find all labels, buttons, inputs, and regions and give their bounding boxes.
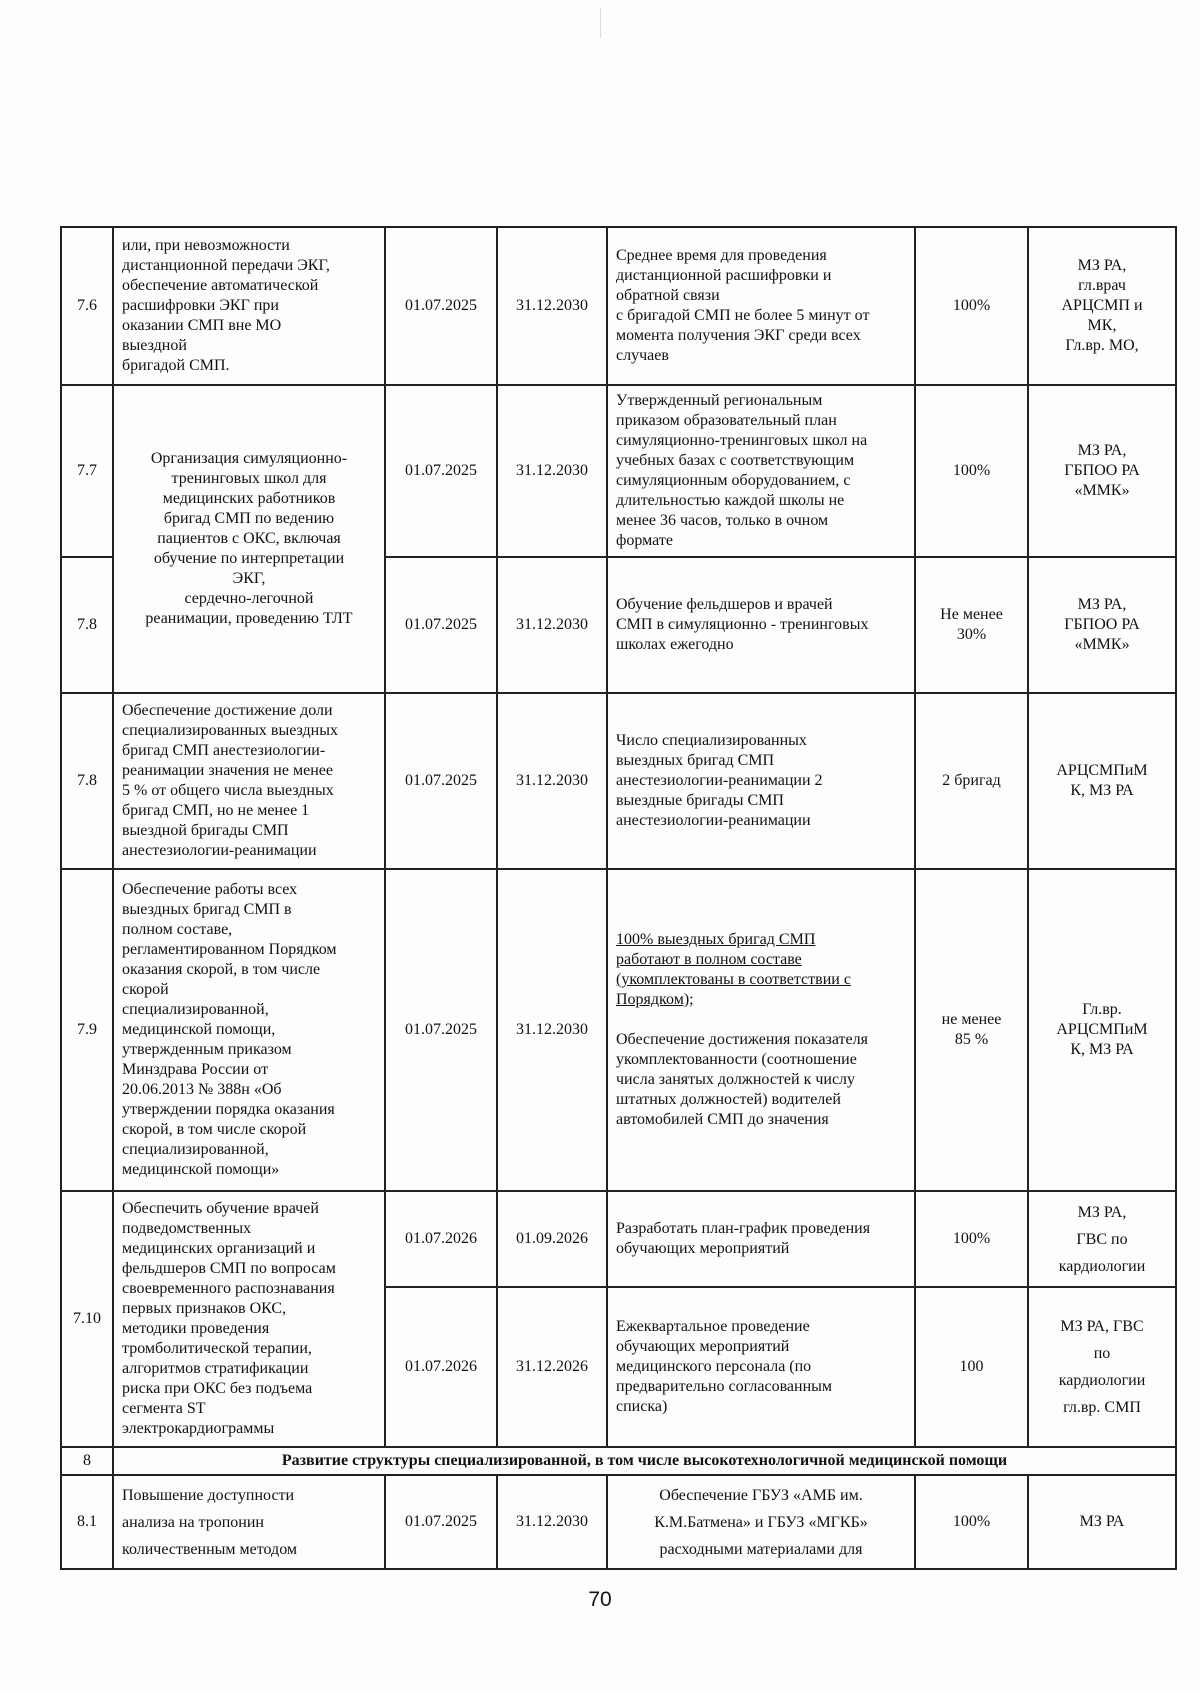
table-row xyxy=(61,1191,1176,1287)
indicator-underlined-text: 100% выездных бригад СМП работают в полном составе (укомплектованы в соответствии с Порядком); xyxy=(616,931,851,1008)
row-number: 8.1 xyxy=(61,1475,113,1569)
target-value: не менее 85 % xyxy=(915,869,1028,1191)
target-value: 100 xyxy=(915,1287,1028,1447)
table-row xyxy=(61,385,1176,557)
page-number: 70 xyxy=(588,1588,612,1611)
end-date: 31.12.2026 xyxy=(497,1287,607,1447)
row-number: 7.8 xyxy=(61,693,113,869)
responsible-cell: Гл.вр. АРЦСМПиМ К, МЗ РА xyxy=(1028,869,1176,1191)
activity-cell: или, при невозможности дистанционной передачи ЭКГ, обеспечение автоматической расшифровки ЭКГ при оказании СМП вне МО выездной бригадой СМП. xyxy=(113,227,385,385)
row-number: 7.10 xyxy=(61,1191,113,1447)
indicator-cell: Разработать план-график проведения обучающих мероприятий xyxy=(607,1191,915,1287)
row-number: 7.6 xyxy=(61,227,113,385)
indicator-cell xyxy=(607,869,915,1191)
scan-mark xyxy=(600,8,601,38)
section-number: 8 xyxy=(61,1447,113,1475)
responsible-cell: МЗ РА, гл.врач АРЦСМП и МК, Гл.вр. МО, xyxy=(1028,227,1176,385)
start-date: 01.07.2025 xyxy=(385,385,497,557)
responsible-cell: МЗ РА, ГВС по кардиологии xyxy=(1028,1191,1176,1287)
responsible-cell: МЗ РА, ГБПОО РА «ММК» xyxy=(1028,557,1176,693)
indicator-cell: Обеспечение ГБУЗ «АМБ им. К.М.Батмена» и ГБУЗ «МГКБ» расходными материалами для xyxy=(607,1475,915,1569)
indicator-text: Обеспечение достижения показателя укомплектованности (соотношение числа занятых должностей к числу штатных должностей) водителей автомобилей СМП до значения xyxy=(616,1031,868,1128)
start-date: 01.07.2025 xyxy=(385,1475,497,1569)
indicator-cell: Утвержденный региональным приказом образовательный план симуляционно-тренинговых школ на учебных базах с соответствующим симуляционным оборудованием, с длительностью каждой школы не менее 36 часов, только в очном формате xyxy=(607,385,915,557)
plan-table xyxy=(60,226,1177,1570)
indicator-cell: Обучение фельдшеров и врачей СМП в симуляционно - тренинговых школах ежегодно xyxy=(607,557,915,693)
activity-cell: Обеспечение достижение доли специализированных выездных бригад СМП анестезиологии- реанимации значения не менее 5 % от общего числа выездных бригад СМП, но не менее 1 выездной бригады СМП анестезиологии-реанимации xyxy=(113,693,385,869)
indicator-cell: Число специализированных выездных бригад СМП анестезиологии-реанимации 2 выездные бригады СМП анестезиологии-реанимации xyxy=(607,693,915,869)
activity-cell: Обеспечение работы всех выездных бригад СМП в полном составе, регламентированном Порядком оказания скорой, в том числе скорой специализированной, медицинской помощи, утвержденным приказом Минздрава России от 20.06.2013 № 388н «Об утверждении порядка оказания скорой, в том числе скорой специализированной, медицинской помощи» xyxy=(113,869,385,1191)
responsible-cell: МЗ РА, ГБПОО РА «ММК» xyxy=(1028,385,1176,557)
end-date: 31.12.2030 xyxy=(497,869,607,1191)
target-value: Не менее 30% xyxy=(915,557,1028,693)
start-date: 01.07.2025 xyxy=(385,693,497,869)
table-row xyxy=(61,227,1176,385)
end-date: 31.12.2030 xyxy=(497,385,607,557)
table-row xyxy=(61,693,1176,869)
row-number: 7.9 xyxy=(61,869,113,1191)
start-date: 01.07.2025 xyxy=(385,557,497,693)
activity-cell: Обеспечить обучение врачей подведомственных медицинских организаций и фельдшеров СМП по вопросам своевременного распознавания первых признаков ОКС, методики проведения тромболитической терапии, алгоритмов стратификации риска при ОКС без подъема сегмента ST электрокардиограммы xyxy=(113,1191,385,1447)
responsible-cell: АРЦСМПиМ К, МЗ РА xyxy=(1028,693,1176,869)
activity-cell: Организация симуляционно- тренинговых школ для медицинских работников бригад СМП по ведению пациентов с ОКС, включая обучение по интерпретации ЭКГ, сердечно-легочной реанимации, проведению ТЛТ xyxy=(113,385,385,693)
target-value: 100% xyxy=(915,1475,1028,1569)
table-row xyxy=(61,1475,1176,1569)
end-date: 31.12.2030 xyxy=(497,693,607,869)
target-value: 100% xyxy=(915,1191,1028,1287)
section-title: Развитие структуры специализированной, в том числе высокотехнологичной медицинской помощи xyxy=(113,1447,1176,1475)
target-value: 2 бригад xyxy=(915,693,1028,869)
activity-cell: Повышение доступности анализа на тропонин количественным методом xyxy=(113,1475,385,1569)
row-number: 7.7 xyxy=(61,385,113,557)
table-row xyxy=(61,869,1176,1191)
start-date: 01.07.2026 xyxy=(385,1287,497,1447)
target-value: 100% xyxy=(915,227,1028,385)
section-row xyxy=(61,1447,1176,1475)
target-value: 100% xyxy=(915,385,1028,557)
end-date: 31.12.2030 xyxy=(497,227,607,385)
indicator-cell: Ежеквартальное проведение обучающих мероприятий медицинского персонала (по предварительно согласованным списка) xyxy=(607,1287,915,1447)
responsible-cell: МЗ РА, ГВС по кардиологии гл.вр. СМП xyxy=(1028,1287,1176,1447)
row-number: 7.8 xyxy=(61,557,113,693)
end-date: 31.12.2030 xyxy=(497,1475,607,1569)
start-date: 01.07.2026 xyxy=(385,1191,497,1287)
start-date: 01.07.2025 xyxy=(385,227,497,385)
end-date: 31.12.2030 xyxy=(497,557,607,693)
start-date: 01.07.2025 xyxy=(385,869,497,1191)
responsible-cell: МЗ РА xyxy=(1028,1475,1176,1569)
end-date: 01.09.2026 xyxy=(497,1191,607,1287)
indicator-cell: Среднее время для проведения дистанционной расшифровки и обратной связи с бригадой СМП не более 5 минут от момента получения ЭКГ среди всех случаев xyxy=(607,227,915,385)
